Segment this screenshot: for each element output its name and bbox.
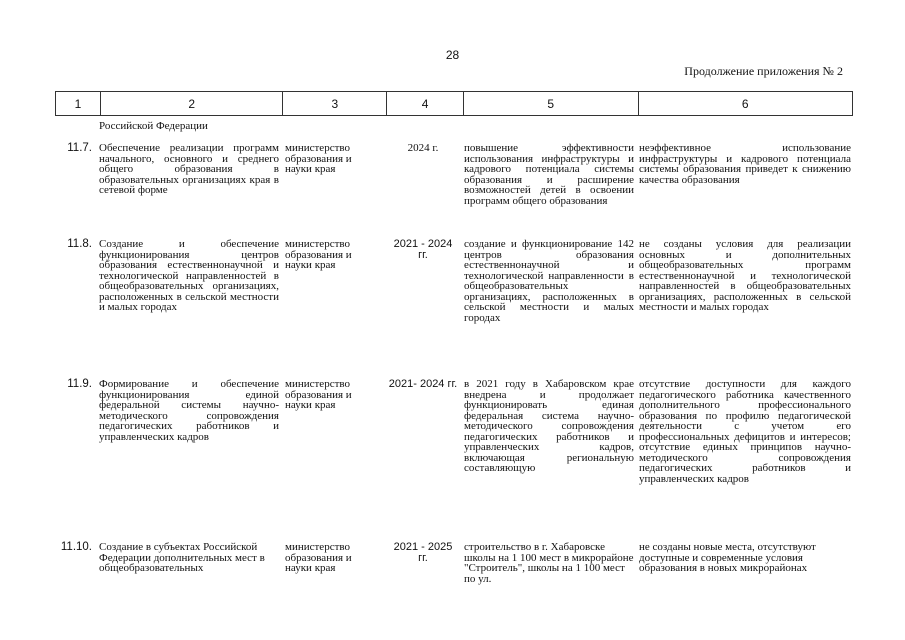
activity-name: Обеспечение реализации программ начального, основного и среднего общего образования в образовательных организациях края в сетевой форме	[99, 142, 279, 196]
executor: министерство образования и науки края	[285, 142, 352, 175]
executor: министерство образования и науки края	[285, 541, 352, 574]
table-header-row	[55, 91, 853, 116]
expected-result: строительство в г. Хабаровске школы на 1 100 мест в микрорайоне "Строитель", школы на 1 100 мест по ул.	[464, 541, 634, 585]
header-cell-6: 6	[741, 96, 749, 111]
expected-result: повышение эффективности использования инфраструктуры и кадрового потенциала системы образования и расширение возможностей детей в освоении программ общего образования	[464, 142, 634, 207]
term: 2021 - 2024 гг.	[393, 238, 453, 261]
row-number: 11.9.	[67, 378, 92, 390]
executor: министерство образования и науки края	[285, 378, 352, 411]
executor: министерство образования и науки края	[285, 238, 352, 271]
term: 2024 г.	[407, 142, 439, 154]
consequence: неэффективное использование инфраструктуры и кадрового потенциала системы образования приведет к снижению качества образования	[639, 142, 851, 186]
activity-name: Создание в субъектах Российской Федерации дополнительных мест в общеобразовательных	[99, 541, 265, 574]
header-cell-1: 1	[56, 92, 101, 115]
appendix-caption: Продолжение приложения № 2	[684, 64, 843, 78]
row-number: 11.10.	[60, 541, 92, 553]
header-cell-2: 2	[101, 92, 284, 115]
term: 2021 - 2025 гг.	[393, 541, 453, 564]
consequence: не созданы новые места, отсутствуют доступные и современные условия образования в новых микрорайонах	[639, 541, 816, 574]
activity-name: Формирование и обеспечение функционирования единой федеральной системы научно-методического сопровождения педагогических работников и управленческих кадров	[99, 378, 279, 443]
row-number: 11.8.	[67, 238, 92, 250]
continuation-text: Российской Федерации	[99, 120, 208, 132]
header-cell-4: 4	[387, 92, 464, 115]
header-cell-3: 3	[283, 92, 387, 115]
consequence: не созданы условия для реализации основных и дополнительных общеобразовательных программ естественнонаучной и технологической направленностей в общеобразовательных организациях, расположенных в сельской местности и малых городах	[639, 238, 851, 313]
page-number: 28	[445, 48, 460, 62]
expected-result: создание и функционирование 142 центров образования естественнонаучной и технологической направленности в общеобразовательных организациях, расположенных в сельской местности и малых городах	[464, 238, 634, 324]
activity-name: Создание и обеспечение функционирования центров образования естественнонаучной и технологической направленностей в общеобразовательных организациях, расположенных в сельской местности и малых городах	[99, 238, 279, 313]
consequence: отсутствие доступности для каждого педагогического работника качественного дополнительного профессионального образования по профилю педагогической деятельности с учетом его профессиональных дефицитов и интересов; отсутствие единых принципов научно-методического сопровождения педагогических работников и управленческих кадров	[639, 378, 851, 485]
expected-result: в 2021 году в Хабаровском крае внедрена и продолжает функционировать единая федеральная система научно-методического сопровождения педагогических работников и управленческих кадров, включающая региональную составляющую	[464, 378, 634, 474]
header-cell-5: 5	[464, 92, 639, 115]
row-number: 11.7.	[67, 142, 92, 154]
term: 2021- 2024 гг.	[388, 378, 458, 390]
